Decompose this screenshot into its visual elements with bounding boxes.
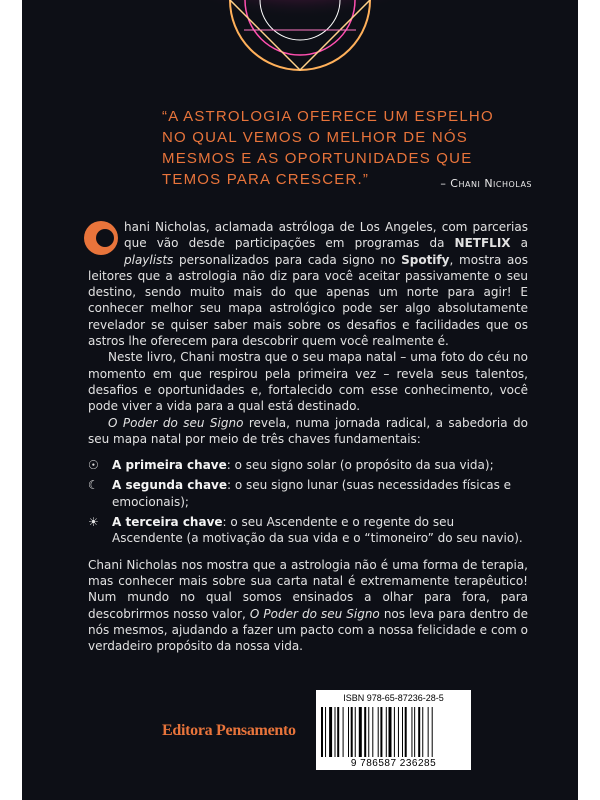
paragraph-2: Neste livro, Chani mostra que o seu mapa natal – uma foto do céu no momento em que respirou pela primeira vez – revela seus talentos, desafios e oportunidades e, fortalecido com esse conhecimento, você pode viver a vida para a qual está destinado. [88,350,528,414]
quote-attribution: – Chani Nicholas [440,177,532,190]
intro-paragraph: hani Nicholas, aclamada astróloga de Los Angeles, com parcerias que vão desde participações em programas da NETFLIX a playlists personalizados para cada signo no Spotify, mostra aos leitores que a astrologia não diz para você aceitar passivamente o seu destino, sendo muito mais do que apenas um norte para agir! E conhecer melhor seu mapa astrológico pode ser algo absolutamente revelador se quiser saber mais sobre os desafios e facilidades que os astros lhe oferecem para descobrir quem você realmente é. [88,219,528,349]
sunrise-icon: ☀ [88,515,99,530]
paragraph-3: O Poder do seu Signo revela, numa jornada radical, a sabedoria do seu mapa natal por meio de três chaves fundamentais: [88,415,528,446]
quote-text: A ASTROLOGIA OFERECE UM ESPELHO NO QUAL VEMOS O MELHOR DE NÓS MESMOS E AS OPORTUNIDADES QUE TEMOS PARA CRESCER. [162,108,494,188]
synopsis [88,219,528,654]
astral-glow-illustration [22,0,578,95]
netflix-brand: NETFLIX [454,236,511,251]
moon-icon: ☾ [88,478,99,493]
spotify-brand: Spotify [401,252,450,267]
barcode-number: 9 786587 236285 [350,758,437,769]
key-item-1: ☉ A primeira chave: o seu signo solar (o propósito da sua vida); [88,458,494,473]
isbn-barcode [316,690,471,770]
three-keys-list [88,457,528,546]
barcode-bars [321,707,466,757]
back-cover [22,0,578,800]
key-item-3: ☀ A terceira chave: o seu Ascendente e o regente do seu Ascendente (a motivação da sua vida e o “timoneiro” do seu navio). [88,515,523,546]
dropcap-letter [84,221,118,255]
closing-paragraph: Chani Nicholas nos mostra que a astrologia não é uma forma de terapia, mas conhecer mais sobre sua carta natal é extremamente terapêutico! Num mundo no qual somos ensinados a olhar para fora, para descobrirmos nosso valor, O Poder do seu Signo nos leva para dentro de nós mesmos, ajudando a fazer um pacto com a nossa felicidade e com o verdadeiro propósito da nossa vida. [88,557,528,654]
sun-icon: ☉ [88,458,99,473]
isbn-label: ISBN 978-65-87236-28-5 [343,693,444,703]
publisher-name: Editora Pensamento [162,722,296,739]
book-title: O Poder do seu Signo [108,415,244,430]
key-item-2: ☾ A segunda chave: o seu signo lunar (suas necessidades físicas e emocionais); [88,478,512,509]
pull-quote: “A ASTROLOGIA OFERECE UM ESPELHO NO QUAL VEMOS O MELHOR DE NÓS MESMOS E AS OPORTUNIDADES QUE TEMOS PARA CRESCER.” [162,108,494,188]
